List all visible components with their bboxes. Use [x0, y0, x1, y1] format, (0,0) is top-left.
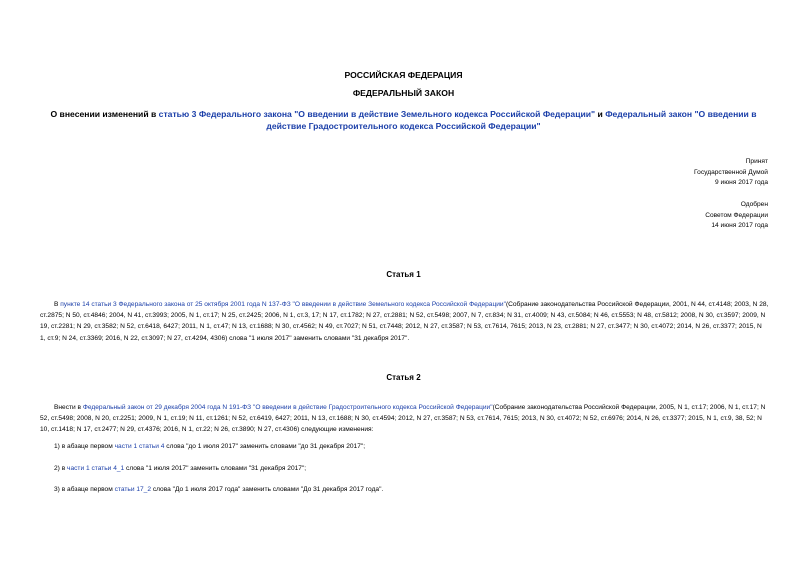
article-1-heading: Статья 1 [386, 270, 421, 279]
article-2-item-3 [54, 484, 769, 495]
article-2-item-1 [54, 441, 769, 452]
article-2-text-1: Внести в [54, 404, 83, 411]
article-2-item-2 [54, 463, 769, 474]
article-1-paragraph [40, 299, 769, 344]
subject-link-land-code[interactable]: статью 3 Федерального закона "О введении в действие Земельного кодекса Российской Федерации" [158, 109, 596, 119]
adopted-body: Государственной Думой [694, 168, 768, 176]
item-1-link[interactable]: части 1 статьи 4 [114, 443, 165, 450]
article-2-heading: Статья 2 [386, 373, 421, 382]
adoption-block-duma [694, 157, 768, 189]
approved-word: Одобрен [740, 201, 768, 208]
item-1-text-2: слова "до 1 июля 2017" заменить словами "до 31 декабря 2017"; [164, 443, 366, 450]
adopted-word: Принят [745, 158, 768, 165]
article-2-paragraph [40, 402, 769, 436]
subject-text-2: и [595, 109, 606, 119]
article-1-text-2: (Собрание законодательства Российской Федерации, 2001, N 44, ст.4148; 2003, N 28, ст.2875; N 50, ст.4846; 2004, N 41, ст.3993; 2005, N 1, ст.17; N 25, ст.2425; 2006, N 1, ст.3, 17; N 17, ст.1782; N 27, ст.2881; N 52, ст.5498; 2007, N 7, ст.834; N 31, ст.4009; N 43, ст.5084; N 46, ст.5553; N 48, ст.5812; 2008, N 30, ст.3597; 2009, N 19, ст.2281; N 29, ст.3582; N 52, ст.6418, 6427; 2011, N 1, ст.47; N 13, ст.1688; N 30, ст.4562; N 49, ст.7027; N 51, ст.7448; 2012, N 27, ст.3587; N 53, ст.7614, 7615; 2013, N 23, ст.2881; N 27, ст.3477; N 30, ст.4072; 2014, N 26, ст.3377; 2015, N 1, ст.9; N 24, ст.3369; 2016, N 22, ст.3097; N 27, ст.4294, 4306) слова "1 июля 2017" заменить словами "31 декабря 2017". [40, 301, 769, 342]
article-2-text-2: (Собрание законодательства Российской Федерации, 2005, N 1, ст.17; 2006, N 1, ст.17; N 52, ст.5498; 2008, N 20, ст.2251; 2009, N 1, ст.19; N 11, ст.1261; N 52, ст.6419, 6427; 2011, N 13, ст.1688; N 30, ст.4594; 2012, N 27, ст.3587; N 53, ст.7614, 7615; 2013, N 30, ст.4072; N 52, ст.6976; 2014, N 26, ст.3377; 2015, N 1, ст.9, 38, 52; N 10, ст.1418; N 17, ст.2477; N 29, ст.4376; 2016, N 1, ст.22; N 26, ст.3890; N 27, ст.4306) следующие изменения: [40, 404, 766, 434]
article-2-link[interactable]: Федеральный закон от 29 декабря 2004 года N 191-ФЗ "О введении в действие Градостроительного кодекса Российской Федерации" [82, 404, 493, 411]
article-1-link[interactable]: пункте 14 статьи 3 Федерального закона от 25 октября 2001 года N 137-ФЗ "О введении в действие Земельного кодекса Российской Федерации" [60, 301, 506, 308]
item-3-text-1: 3) в абзаце первом [54, 486, 115, 493]
approved-date: 14 июня 2017 года [711, 222, 768, 230]
approved-body: Советом Федерации [705, 211, 768, 219]
adopted-date: 9 июня 2017 года [715, 179, 768, 187]
law-type-title: ФЕДЕРАЛЬНЫЙ ЗАКОН [352, 88, 455, 98]
item-1-text-1: 1) в абзаце первом [54, 443, 115, 450]
law-subject [40, 108, 767, 132]
adoption-block-council [705, 200, 768, 232]
item-2-text-1: 2) в [54, 465, 68, 472]
country-title: РОССИЙСКАЯ ФЕДЕРАЦИЯ [344, 70, 463, 80]
item-2-text-2: слова "1 июля 2017" заменить словами "31 декабря 2017"; [124, 465, 307, 472]
article-1-text-1: В [54, 301, 61, 308]
item-3-text-2: слова "До 1 июля 2017 года" заменить словами "До 31 декабря 2017 года". [151, 486, 384, 493]
subject-link-urban-code[interactable]: Федеральный закон "О введении в действие Градостроительного кодекса Российской Федерации" [266, 109, 757, 131]
item-3-link[interactable]: статьи 17_2 [114, 486, 151, 493]
item-2-link[interactable]: части 1 статьи 4_1 [67, 465, 125, 472]
subject-text-1: О внесении изменений в [50, 109, 159, 119]
